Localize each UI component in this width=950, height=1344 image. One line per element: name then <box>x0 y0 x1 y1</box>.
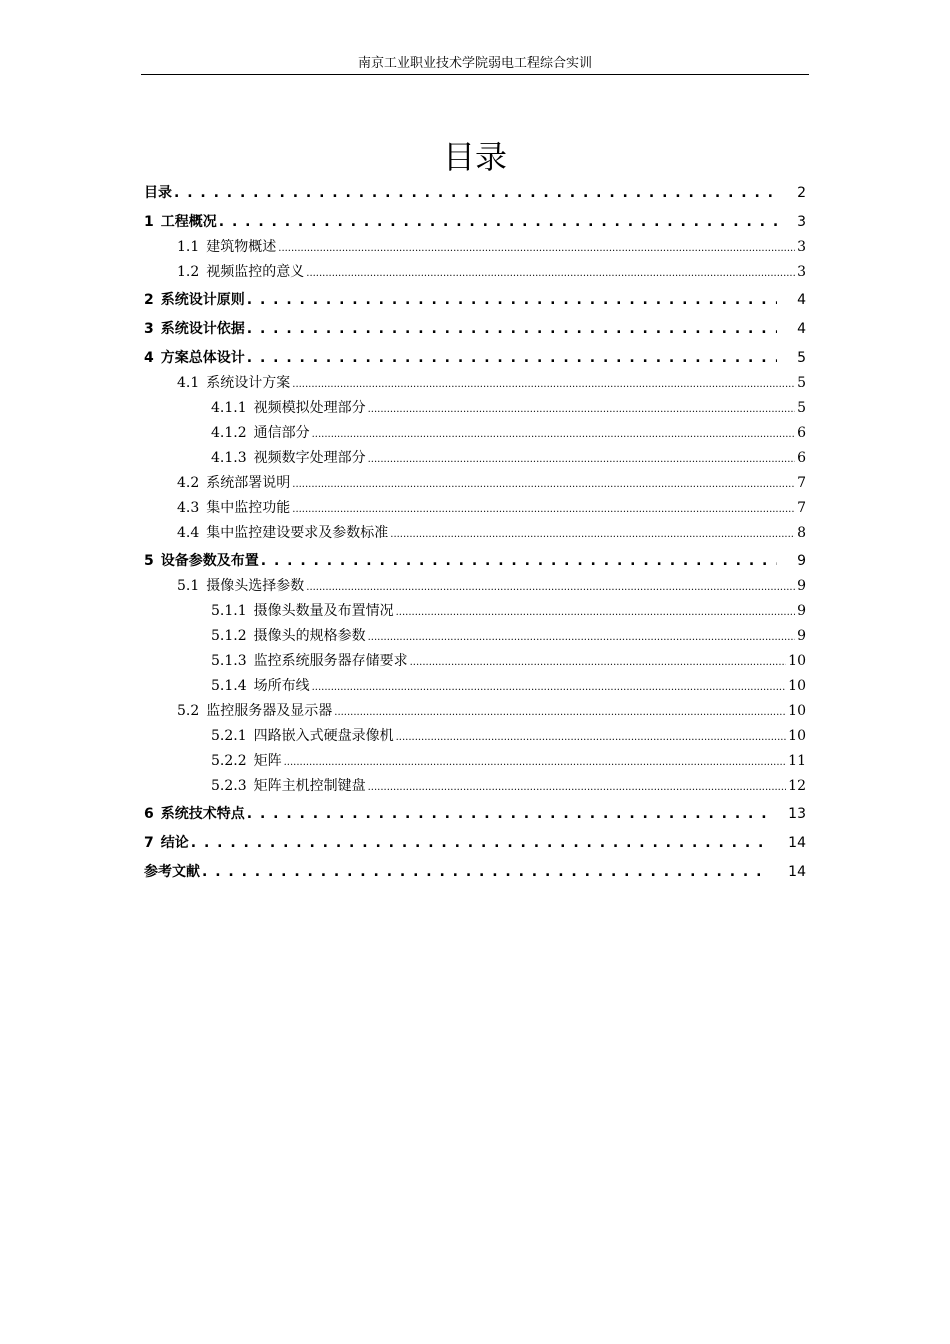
toc-dot-leader <box>396 601 795 623</box>
toc-entry-page-number: 3 <box>797 239 806 255</box>
toc-entry-number: 5.1.4 <box>211 678 247 694</box>
toc-entry-number: 2 <box>144 292 154 308</box>
toc-entry-page-number: 4 <box>797 321 806 337</box>
running-header-text: 南京工业职业技术学院弱电工程综合实训 <box>357 56 592 71</box>
toc-entry[interactable] <box>144 551 806 571</box>
toc-entry-page-number: 7 <box>797 475 806 491</box>
toc-entry-label: 矩阵主机控制键盘 <box>253 778 366 794</box>
toc-entry-number: 5.1.3 <box>211 653 247 669</box>
toc-dot-leader <box>247 804 768 824</box>
toc-entry-page-number: 3 <box>797 214 806 230</box>
toc-entry-page-number: 6 <box>797 450 806 466</box>
toc-entry-page-number: 10 <box>788 678 806 694</box>
toc-entry-label: 方案总体设计 <box>160 350 245 366</box>
toc-entry[interactable] <box>211 626 806 646</box>
toc-entry-label: 矩阵 <box>253 753 282 769</box>
toc-entry-page-number: 5 <box>797 400 806 416</box>
toc-entry-label: 系统设计原则 <box>160 292 245 308</box>
toc-entry-label: 场所布线 <box>253 678 310 694</box>
toc-entry-label: 监控服务器及显示器 <box>206 703 333 719</box>
toc-entry[interactable] <box>211 423 806 443</box>
toc-entry-number: 5.1 <box>177 578 200 594</box>
toc-entry[interactable] <box>144 804 806 824</box>
toc-entry-number: 4.4 <box>177 525 200 541</box>
toc-entry-page-number: 14 <box>788 864 806 880</box>
toc-entry-label: 设备参数及布置 <box>160 553 259 569</box>
toc-dot-leader <box>306 576 795 598</box>
toc-dot-leader <box>247 319 777 339</box>
toc-dot-leader <box>261 551 777 571</box>
toc-entry-page-number: 8 <box>797 525 806 541</box>
toc-entry-page-number: 10 <box>788 728 806 744</box>
toc-entry-number: 3 <box>144 321 154 337</box>
toc-entry-label: 监控系统服务器存储要求 <box>253 653 408 669</box>
toc-dot-leader <box>312 423 795 445</box>
toc-entry-page-number: 9 <box>797 578 806 594</box>
toc-entry-page-number: 9 <box>797 553 806 569</box>
toc-dot-leader <box>202 862 768 882</box>
toc-entry-number: 4.1 <box>177 375 200 391</box>
toc-entry-label: 四路嵌入式硬盘录像机 <box>253 728 394 744</box>
toc-dot-leader <box>247 290 777 310</box>
toc-entry[interactable] <box>211 398 806 418</box>
toc-entry-number: 4.1.1 <box>211 400 247 416</box>
toc-entry[interactable] <box>177 262 806 282</box>
toc-entry-number: 4.3 <box>177 500 200 516</box>
toc-entry[interactable] <box>144 862 806 882</box>
toc-entry[interactable] <box>211 676 806 696</box>
toc-entry-number: 1.1 <box>177 239 200 255</box>
toc-entry-number: 1 <box>144 214 154 230</box>
toc-dot-leader <box>396 726 787 748</box>
toc-dot-leader <box>306 262 795 284</box>
toc-entry-label: 视频数字处理部分 <box>253 450 366 466</box>
toc-title: 目录 <box>442 138 507 177</box>
toc-entry-number: 5.2.3 <box>211 778 247 794</box>
toc-entry-number: 4.1.2 <box>211 425 247 441</box>
toc-entry-label: 系统部署说明 <box>206 475 291 491</box>
toc-entry-label: 摄像头选择参数 <box>206 578 305 594</box>
toc-entry-page-number: 10 <box>788 653 806 669</box>
toc-dot-leader <box>410 651 787 673</box>
toc-entry-label: 工程概况 <box>160 214 217 230</box>
toc-entry-page-number: 3 <box>797 264 806 280</box>
toc-dot-leader <box>368 776 787 798</box>
toc-entry-number: 5 <box>144 553 154 569</box>
toc-entry-label: 集中监控功能 <box>206 500 291 516</box>
toc-entry[interactable] <box>211 726 806 746</box>
toc-dot-leader <box>312 676 787 698</box>
toc-entry-page-number: 6 <box>797 425 806 441</box>
toc-dot-leader <box>292 473 795 495</box>
toc-entry[interactable] <box>144 319 806 339</box>
toc-entry-page-number: 2 <box>797 185 806 201</box>
toc-dot-leader <box>278 237 795 259</box>
toc-entry-page-number: 9 <box>797 628 806 644</box>
toc-entry-label: 视频监控的意义 <box>206 264 305 280</box>
toc-entry[interactable] <box>211 601 806 621</box>
toc-entry[interactable] <box>144 290 806 310</box>
toc-entry[interactable] <box>177 701 806 721</box>
toc-entry-label: 摄像头数量及布置情况 <box>253 603 394 619</box>
toc-entry-page-number: 11 <box>788 753 806 769</box>
toc-dot-leader <box>219 212 777 232</box>
toc-entry[interactable] <box>177 498 806 518</box>
toc-entry-label: 目录 <box>144 185 172 201</box>
toc-entry-number: 1.2 <box>177 264 200 280</box>
toc-dot-leader <box>247 348 777 368</box>
toc-entry-page-number: 7 <box>797 500 806 516</box>
toc-dot-leader <box>368 626 795 648</box>
toc-entry-page-number: 13 <box>788 806 806 822</box>
toc-entry[interactable] <box>177 373 806 393</box>
toc-dot-leader <box>368 398 795 420</box>
toc-entry[interactable] <box>144 833 806 853</box>
toc-entry[interactable] <box>177 237 806 257</box>
toc-entry[interactable] <box>211 651 806 671</box>
toc-dot-leader <box>191 833 768 853</box>
toc-entry-number: 4.2 <box>177 475 200 491</box>
toc-dot-leader <box>284 751 787 773</box>
toc-entry-number: 7 <box>144 835 154 851</box>
toc-entry[interactable] <box>211 776 806 796</box>
toc-entry-label: 结论 <box>160 835 189 851</box>
toc-entry-label: 建筑物概述 <box>206 239 277 255</box>
toc-entry[interactable] <box>144 212 806 232</box>
toc-entry-number: 5.2.1 <box>211 728 247 744</box>
toc-dot-leader <box>334 701 786 723</box>
toc-entry[interactable] <box>177 523 806 543</box>
toc-dot-leader <box>292 498 795 520</box>
toc-entry-page-number: 5 <box>797 375 806 391</box>
toc-entry[interactable] <box>144 348 806 368</box>
toc-entry-label: 摄像头的规格参数 <box>253 628 366 644</box>
toc-entry-label: 参考文献 <box>144 864 200 880</box>
toc-entry[interactable] <box>144 183 806 203</box>
toc-entry-number: 5.2 <box>177 703 200 719</box>
toc-entry-number: 5.1.2 <box>211 628 247 644</box>
toc-entry-number: 4.1.3 <box>211 450 247 466</box>
toc-entry-page-number: 5 <box>797 350 806 366</box>
toc-entry[interactable] <box>177 473 806 493</box>
toc-entry-number: 6 <box>144 806 154 822</box>
toc-entry-page-number: 12 <box>788 778 806 794</box>
toc-entry-page-number: 9 <box>797 603 806 619</box>
toc-entry-page-number: 14 <box>788 835 806 851</box>
toc-dot-leader <box>390 523 795 545</box>
toc-entry-number: 5.2.2 <box>211 753 247 769</box>
toc-entry-label: 系统技术特点 <box>160 806 245 822</box>
toc-entry-label: 视频模拟处理部分 <box>253 400 366 416</box>
toc-entry-page-number: 10 <box>788 703 806 719</box>
toc-dot-leader <box>292 373 795 395</box>
toc-entry-page-number: 4 <box>797 292 806 308</box>
toc-dot-leader <box>368 448 795 470</box>
toc-entry-label: 集中监控建设要求及参数标准 <box>206 525 389 541</box>
toc-dot-leader <box>174 183 777 203</box>
toc-entry[interactable] <box>211 448 806 468</box>
toc-entry-label: 系统设计依据 <box>160 321 245 337</box>
toc-entry-label: 通信部分 <box>253 425 310 441</box>
toc-entry-number: 5.1.1 <box>211 603 247 619</box>
toc-entry[interactable] <box>211 751 806 771</box>
toc-entry-label: 系统设计方案 <box>206 375 291 391</box>
toc-entry-number: 4 <box>144 350 154 366</box>
toc-entry[interactable] <box>177 576 806 596</box>
